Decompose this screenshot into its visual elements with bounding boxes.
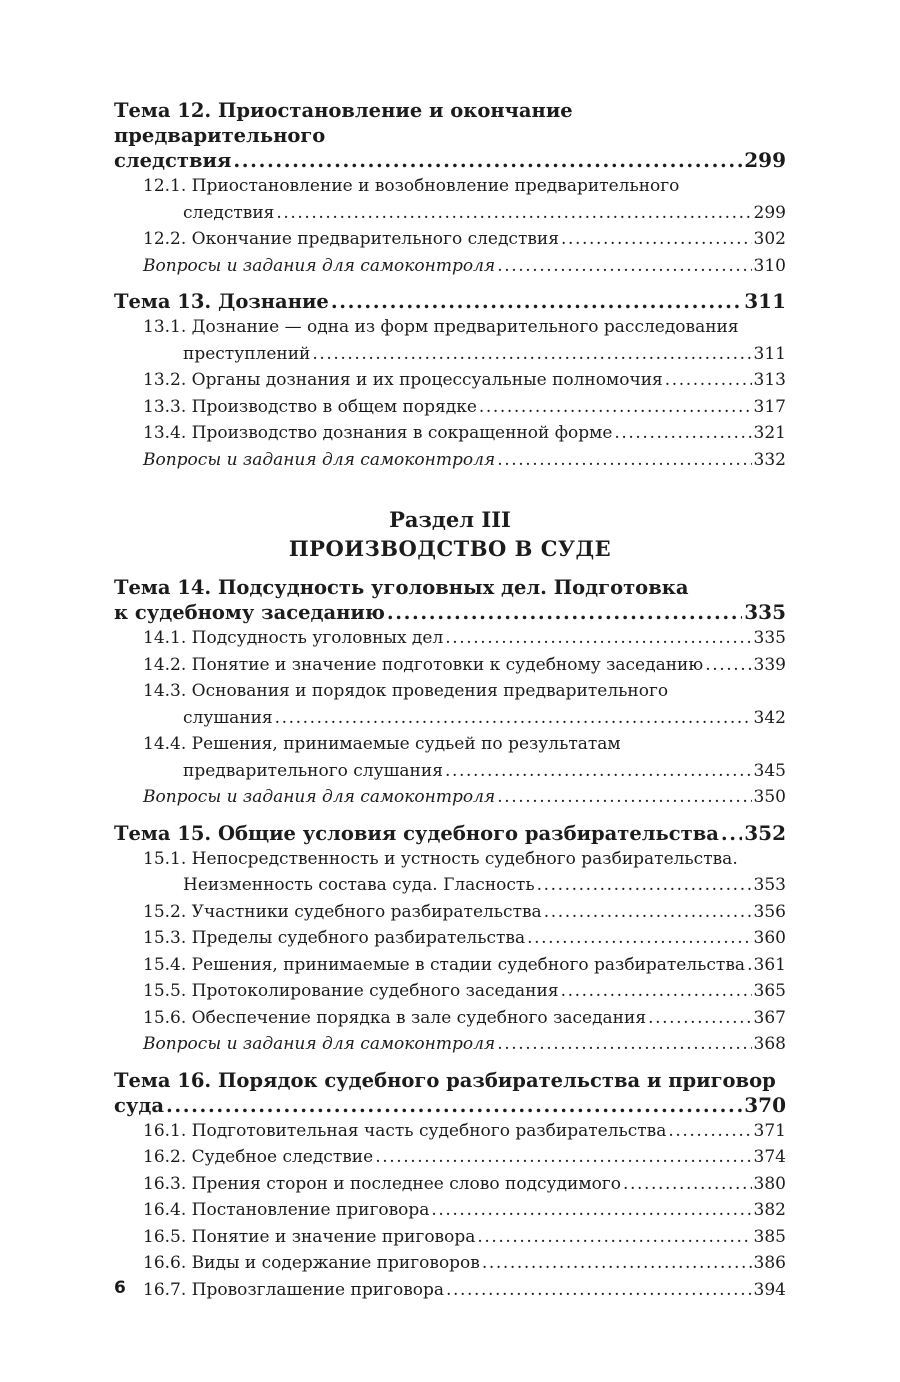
toc-subsection-line: 12.1. Приостановление и возобновление предварительного bbox=[143, 176, 680, 196]
toc-page-number: 382 bbox=[753, 1200, 786, 1220]
dot-leader bbox=[445, 758, 752, 785]
toc-subsection-entry[interactable] bbox=[143, 705, 786, 732]
toc-entry-label: слушания bbox=[183, 707, 273, 728]
dot-leader bbox=[497, 447, 751, 474]
toc-subsection-entry[interactable] bbox=[143, 1197, 786, 1224]
dot-leader bbox=[312, 341, 751, 368]
toc-subsection-entry[interactable] bbox=[143, 367, 786, 394]
toc-subsection bbox=[114, 978, 786, 1005]
toc-page-number: 380 bbox=[753, 1173, 786, 1194]
dot-leader bbox=[665, 367, 752, 394]
toc-subsection-entry[interactable] bbox=[143, 1118, 786, 1145]
toc-entry-label: к судебному заседанию bbox=[114, 601, 385, 624]
toc-page-number: 374 bbox=[753, 1147, 786, 1167]
dot-leader bbox=[623, 1171, 752, 1198]
dot-leader bbox=[561, 226, 752, 253]
toc-topic-heading bbox=[114, 289, 786, 314]
toc-entry-label: Вопросы и задания для самоконтроля bbox=[143, 1034, 496, 1054]
toc-topics-before bbox=[114, 98, 786, 473]
toc-entry-label: 16.3. Прения сторон и последнее слово подсудимого bbox=[143, 1173, 621, 1194]
toc-page-number: 356 bbox=[753, 901, 786, 922]
toc-page-number: 361 bbox=[753, 954, 786, 975]
toc-entry-label: Вопросы и задания для самоконтроля bbox=[143, 787, 496, 807]
dot-leader bbox=[648, 1005, 751, 1032]
toc-topic-heading-line: Тема 12. Приостановление и окончание предварительного bbox=[114, 99, 573, 147]
toc-entry-label: Тема 15. Общие условия судебного разбирательства bbox=[114, 821, 719, 845]
toc-page-number: 342 bbox=[753, 707, 786, 728]
dot-leader bbox=[497, 784, 751, 811]
toc-subsection-entry[interactable] bbox=[143, 1277, 786, 1304]
dot-leader bbox=[233, 148, 742, 173]
toc-subsection bbox=[114, 1144, 786, 1171]
toc-page-number: 335 bbox=[753, 628, 786, 648]
toc-subsection bbox=[114, 1118, 786, 1145]
toc-topic bbox=[114, 821, 786, 1058]
toc-selfcheck bbox=[114, 1031, 786, 1058]
toc-page-number: 371 bbox=[753, 1120, 786, 1141]
toc-page-number: 311 bbox=[753, 343, 786, 364]
toc-subsection bbox=[114, 226, 786, 253]
toc-page-number: 352 bbox=[744, 820, 786, 845]
dot-leader bbox=[537, 872, 752, 899]
toc-entry-label: 16.6. Виды и содержание приговоров bbox=[143, 1253, 480, 1273]
dot-leader bbox=[721, 821, 742, 846]
toc-page-number: 385 bbox=[753, 1226, 786, 1247]
dot-leader bbox=[497, 253, 751, 280]
toc-page-number: 353 bbox=[753, 875, 786, 895]
dot-leader bbox=[477, 1224, 751, 1251]
dot-leader bbox=[166, 1093, 742, 1118]
toc-subsection-entry[interactable] bbox=[143, 1224, 786, 1251]
toc-entry-label: 16.7. Провозглашение приговора bbox=[143, 1279, 445, 1300]
toc-topic-entry[interactable] bbox=[114, 600, 786, 625]
toc-entry-label: 12.2. Окончание предварительного следствия bbox=[143, 229, 559, 249]
toc-page-number: 299 bbox=[744, 148, 786, 172]
toc-topic-entry[interactable] bbox=[114, 289, 786, 314]
toc-subsection-entry[interactable] bbox=[143, 625, 786, 652]
toc-subsection bbox=[114, 314, 786, 367]
toc-subsection-entry[interactable] bbox=[143, 758, 786, 785]
toc-entry-label: 16.1. Подготовительная часть судебного разбирательства bbox=[143, 1120, 667, 1141]
toc-topic-entry[interactable] bbox=[114, 821, 786, 846]
toc-page-number: 365 bbox=[753, 981, 786, 1001]
toc-topic bbox=[114, 1068, 786, 1304]
toc-page-number: 394 bbox=[753, 1279, 786, 1300]
toc-subsection-entry[interactable] bbox=[143, 1144, 786, 1171]
toc-subsection-entry[interactable] bbox=[143, 899, 786, 926]
toc-subsection-entry[interactable] bbox=[143, 1250, 786, 1277]
toc-entry-label: 15.2. Участники судебного разбирательства bbox=[143, 901, 542, 922]
toc-page-number: 339 bbox=[753, 654, 786, 675]
dot-leader bbox=[705, 652, 751, 679]
toc-subsection bbox=[114, 1250, 786, 1277]
toc-page-number: 345 bbox=[753, 760, 786, 781]
toc-topic-entry[interactable] bbox=[114, 148, 786, 173]
toc-page-number: 302 bbox=[753, 229, 786, 249]
toc-entry-label: 16.5. Понятие и значение приговора bbox=[143, 1226, 476, 1247]
toc-topic-heading bbox=[114, 821, 786, 846]
toc-topics-after bbox=[114, 575, 786, 1303]
dot-leader bbox=[479, 394, 752, 421]
toc-entry-label: 15.3. Пределы судебного разбирательства bbox=[143, 928, 526, 948]
toc-entry-label: Вопросы и задания для самоконтроля bbox=[143, 449, 496, 470]
toc-subsection-entry[interactable] bbox=[143, 394, 786, 421]
toc-subsection bbox=[114, 731, 786, 784]
toc-subsection bbox=[114, 367, 786, 394]
toc-subsection-entry[interactable] bbox=[143, 925, 786, 952]
toc-entry-label: 15.6. Обеспечение порядка в зале судебного заседания bbox=[143, 1007, 647, 1028]
toc-entry-label: Вопросы и задания для самоконтроля bbox=[143, 255, 496, 276]
toc-page-number: 332 bbox=[753, 449, 786, 470]
toc-page-number: 310 bbox=[753, 255, 786, 276]
toc-page-number: 311 bbox=[744, 289, 786, 313]
toc-selfcheck-entry[interactable] bbox=[143, 447, 786, 474]
toc-page-number: 350 bbox=[753, 787, 786, 807]
dot-leader bbox=[331, 289, 742, 314]
toc-subsection-line: 14.4. Решения, принимаемые судьей по результатам bbox=[143, 734, 621, 754]
toc-topic-heading bbox=[114, 98, 786, 173]
dot-leader bbox=[544, 899, 752, 926]
toc-entry-label: предварительного слушания bbox=[183, 760, 443, 781]
toc-entry-label: следствия bbox=[114, 149, 232, 172]
toc-subsection-entry[interactable] bbox=[143, 978, 786, 1005]
toc-topic-heading-line: Тема 16. Порядок судебного разбирательства и приговор bbox=[114, 1068, 776, 1092]
toc-page-number: 335 bbox=[744, 600, 786, 624]
section-number: Раздел III bbox=[389, 507, 511, 532]
dot-leader bbox=[527, 925, 751, 952]
toc-entry-label: следствия bbox=[183, 202, 275, 223]
toc-entry-label: 13.3. Производство в общем порядке bbox=[143, 396, 477, 417]
toc-selfcheck bbox=[114, 447, 786, 474]
toc-entry-label: 15.5. Протоколирование судебного заседания bbox=[143, 981, 559, 1001]
toc-subsection bbox=[114, 173, 786, 226]
toc-entry-label: Тема 13. Дознание bbox=[114, 290, 329, 313]
toc-page-number: 321 bbox=[753, 423, 786, 443]
toc-subsection-entry[interactable] bbox=[143, 652, 786, 679]
toc-subsection-entry[interactable] bbox=[143, 872, 786, 899]
dot-leader bbox=[387, 600, 742, 625]
toc-page-number: 368 bbox=[753, 1034, 786, 1054]
toc-entry-label: 14.2. Понятие и значение подготовки к судебному заседанию bbox=[143, 654, 704, 675]
toc-page-number: 386 bbox=[753, 1253, 786, 1273]
toc-selfcheck-entry[interactable] bbox=[143, 253, 786, 280]
dot-leader bbox=[668, 1118, 751, 1145]
toc-selfcheck bbox=[114, 784, 786, 811]
toc-page-number: 313 bbox=[753, 370, 786, 390]
toc-subsection bbox=[114, 1005, 786, 1032]
dot-leader bbox=[276, 200, 751, 227]
toc-subsection bbox=[114, 1197, 786, 1224]
toc-entry-label: 15.4. Решения, принимаемые в стадии судебного разбирательства bbox=[143, 954, 746, 975]
toc-topic-heading-line: Тема 14. Подсудность уголовных дел. Подготовка bbox=[114, 576, 689, 599]
toc-subsection bbox=[114, 420, 786, 447]
toc-topic bbox=[114, 289, 786, 473]
dot-leader bbox=[375, 1144, 751, 1171]
toc-subsection-entry[interactable] bbox=[143, 341, 786, 368]
toc-entry-label: суда bbox=[114, 1093, 164, 1117]
toc-subsection bbox=[114, 394, 786, 421]
toc-page-number: 360 bbox=[753, 928, 786, 948]
toc-subsection bbox=[114, 1224, 786, 1251]
dot-leader bbox=[275, 705, 752, 732]
toc-entry-label: преступлений bbox=[183, 343, 311, 364]
dot-leader bbox=[445, 625, 751, 652]
toc-topic bbox=[114, 98, 786, 279]
toc-subsection bbox=[114, 925, 786, 952]
dot-leader bbox=[614, 420, 751, 447]
toc-entry-label: 16.4. Постановление приговора bbox=[143, 1200, 430, 1220]
toc-topic-heading bbox=[114, 575, 786, 625]
table-of-contents bbox=[114, 98, 786, 1313]
dot-leader bbox=[561, 978, 752, 1005]
dot-leader bbox=[446, 1277, 752, 1304]
toc-page-number: 317 bbox=[753, 396, 786, 417]
toc-topic-entry[interactable] bbox=[114, 1093, 786, 1118]
toc-entry-label: 14.1. Подсудность уголовных дел bbox=[143, 628, 444, 648]
toc-subsection-entry[interactable] bbox=[143, 420, 786, 447]
toc-subsection bbox=[114, 625, 786, 652]
toc-subsection-entry[interactable] bbox=[143, 1171, 786, 1198]
toc-subsection bbox=[114, 952, 786, 979]
toc-subsection bbox=[114, 1277, 786, 1304]
toc-selfcheck bbox=[114, 253, 786, 280]
toc-topic bbox=[114, 575, 786, 811]
toc-subsection-entry[interactable] bbox=[143, 200, 786, 227]
toc-subsection-line: 15.1. Непосредственность и устность судебного разбирательства. bbox=[143, 848, 738, 869]
toc-subsection-line: 14.3. Основания и порядок проведения предварительного bbox=[143, 681, 669, 701]
toc-subsection bbox=[114, 846, 786, 899]
toc-subsection-entry[interactable] bbox=[143, 226, 786, 253]
toc-selfcheck-entry[interactable] bbox=[143, 784, 786, 811]
toc-subsection bbox=[114, 652, 786, 679]
toc-entry-label: Неизменность состава суда. Гласность bbox=[183, 875, 535, 895]
toc-subsection-entry[interactable] bbox=[143, 952, 786, 979]
toc-subsection bbox=[114, 1171, 786, 1198]
toc-entry-label: 16.2. Судебное следствие bbox=[143, 1147, 374, 1167]
section-heading bbox=[114, 505, 786, 563]
section-title: ПРОИЗВОДСТВО В СУДЕ bbox=[288, 536, 612, 561]
dot-leader bbox=[747, 952, 751, 979]
toc-subsection bbox=[114, 678, 786, 731]
toc-entry-label: 13.4. Производство дознания в сокращенной форме bbox=[143, 423, 613, 443]
toc-subsection-entry[interactable] bbox=[143, 1005, 786, 1032]
dot-leader bbox=[497, 1031, 751, 1058]
page-number: 6 bbox=[114, 1278, 126, 1298]
toc-topic-heading bbox=[114, 1068, 786, 1118]
toc-entry-label: 13.2. Органы дознания и их процессуальные полномочия bbox=[143, 370, 663, 390]
toc-page-number: 367 bbox=[753, 1007, 786, 1028]
toc-subsection-line: 13.1. Дознание — одна из форм предварительного расследования bbox=[143, 317, 739, 337]
toc-selfcheck-entry[interactable] bbox=[143, 1031, 786, 1058]
toc-page-number: 370 bbox=[744, 1092, 786, 1117]
toc-subsection bbox=[114, 899, 786, 926]
toc-page-number: 299 bbox=[753, 202, 786, 223]
dot-leader bbox=[431, 1197, 751, 1224]
dot-leader bbox=[482, 1250, 752, 1277]
